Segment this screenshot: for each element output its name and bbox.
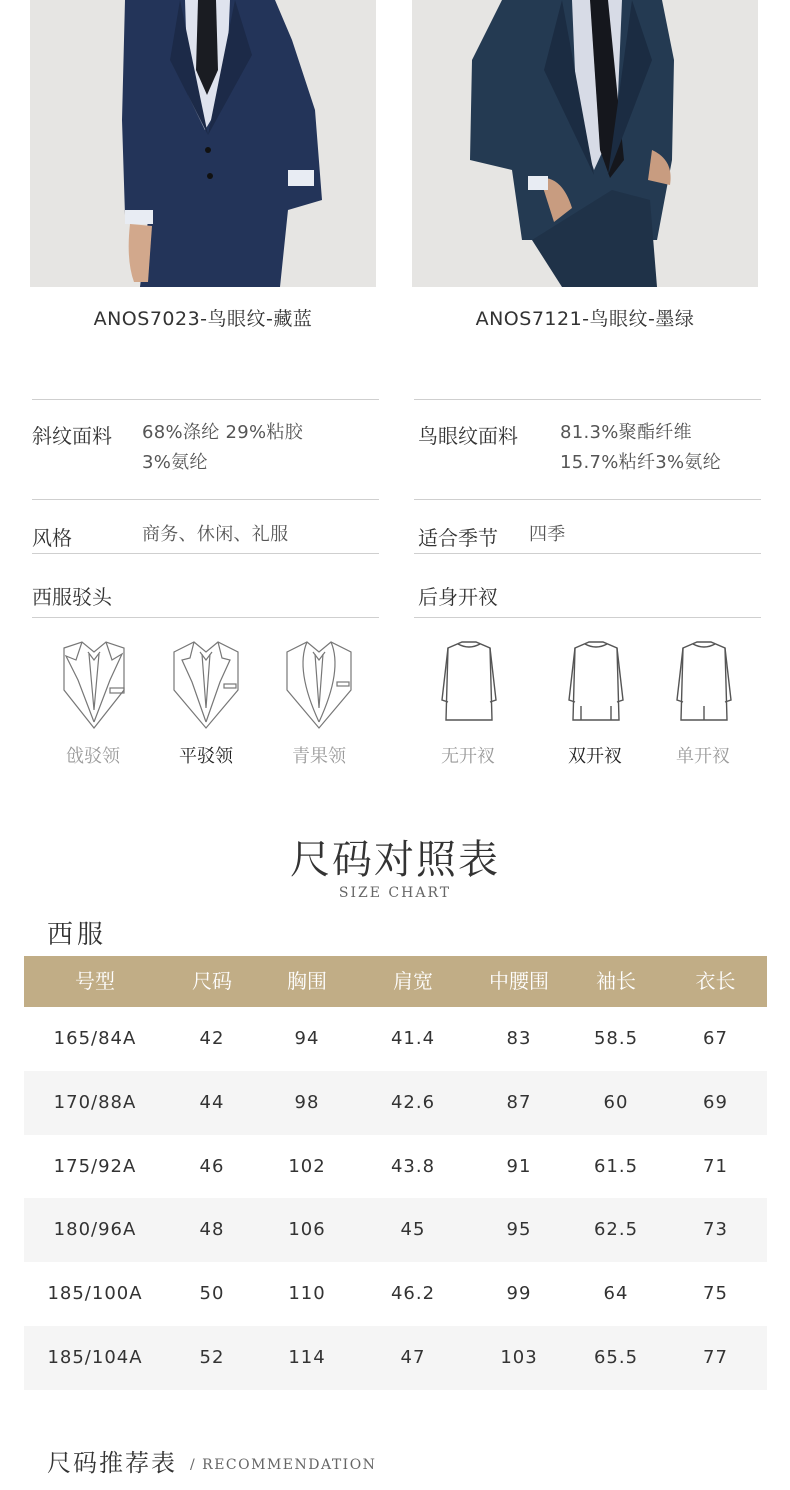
vent-label: 后身开衩 xyxy=(418,585,498,609)
table-cell: 46 xyxy=(199,1155,225,1177)
vent-option-3: 单开衩 xyxy=(676,746,730,767)
table-cell: 103 xyxy=(500,1346,538,1368)
lapel-option-1: 戗驳领 xyxy=(66,746,120,767)
vent-option-1: 无开衩 xyxy=(441,746,495,767)
product-name-2: ANOS7121-鸟眼纹-墨绿 xyxy=(475,308,695,330)
shawl-lapel-icon xyxy=(283,640,355,732)
table-cell: 106 xyxy=(288,1219,326,1241)
header-cell: 中腰围 xyxy=(489,969,549,993)
table-cell: 102 xyxy=(288,1155,326,1177)
style-label: 风格 xyxy=(32,526,72,550)
notch-lapel-icon xyxy=(170,640,242,732)
recommendation-title: 尺码推荐表 xyxy=(47,1449,177,1477)
table-cell: 46.2 xyxy=(390,1283,436,1305)
table-cell: 71 xyxy=(703,1155,728,1177)
header-cell: 肩宽 xyxy=(393,969,433,993)
divider xyxy=(414,499,761,500)
table-cell: 83 xyxy=(506,1028,532,1049)
product-photo-green xyxy=(412,0,758,287)
product-photo-navy xyxy=(30,0,376,287)
table-cell: 58.5 xyxy=(593,1028,639,1049)
fabric-value-right-1: 81.3%聚酯纤维 xyxy=(560,422,692,443)
table-header xyxy=(24,956,767,1007)
table-cell: 114 xyxy=(288,1346,326,1368)
style-value: 商务、休闲、礼服 xyxy=(142,524,289,545)
recommendation-subtitle: / RECOMMENDATION xyxy=(190,1457,377,1473)
divider xyxy=(414,617,761,618)
table-cell: 69 xyxy=(703,1091,728,1113)
table-cell: 95 xyxy=(506,1219,532,1241)
table-cell: 73 xyxy=(703,1219,728,1241)
lapel-option-2: 平驳领 xyxy=(179,746,233,767)
table-cell: 42 xyxy=(199,1028,225,1049)
divider xyxy=(32,553,379,554)
table-cell: 165/84A xyxy=(53,1028,137,1049)
table-cell: 170/88A xyxy=(53,1091,137,1113)
divider xyxy=(414,399,761,400)
double-vent-icon xyxy=(567,640,625,726)
fabric-label-left: 斜纹面料 xyxy=(32,424,112,448)
season-value: 四季 xyxy=(529,524,566,545)
divider xyxy=(414,553,761,554)
table-row xyxy=(24,1262,767,1326)
divider xyxy=(32,617,379,618)
table-cell: 175/92A xyxy=(53,1155,137,1177)
table-cell: 110 xyxy=(288,1283,326,1305)
table-cell: 61.5 xyxy=(593,1155,639,1177)
table-cell: 94 xyxy=(294,1028,320,1049)
divider xyxy=(32,399,379,400)
table-cell: 67 xyxy=(703,1028,728,1049)
single-vent-icon xyxy=(675,640,733,726)
table-cell: 180/96A xyxy=(53,1219,137,1241)
table-cell: 65.5 xyxy=(593,1346,639,1368)
table-cell: 50 xyxy=(199,1283,225,1305)
table-cell: 48 xyxy=(199,1219,225,1241)
size-table xyxy=(24,956,767,1390)
divider xyxy=(32,499,379,500)
table-row xyxy=(24,1326,767,1390)
lapel-option-3: 青果领 xyxy=(292,746,346,767)
table-cell: 64 xyxy=(603,1283,629,1305)
table-cell: 45 xyxy=(400,1219,426,1241)
fabric-value-right-2: 15.7%粘纤3%氨纶 xyxy=(560,452,722,473)
product-name-1: ANOS7023-鸟眼纹-藏蓝 xyxy=(93,308,313,330)
table-cell: 75 xyxy=(703,1283,728,1305)
size-chart-subtitle: SIZE CHART xyxy=(338,885,452,901)
table-row xyxy=(24,1007,767,1071)
table-cell: 62.5 xyxy=(593,1219,639,1241)
header-cell: 胸围 xyxy=(287,969,327,993)
table-cell: 43.8 xyxy=(390,1155,436,1177)
header-cell: 袖长 xyxy=(596,969,636,993)
table-cell: 99 xyxy=(506,1283,532,1305)
header-cell: 号型 xyxy=(75,969,115,993)
size-chart-section: 西服 xyxy=(47,920,108,950)
header-cell: 衣长 xyxy=(695,969,736,993)
fabric-value-left-1: 68%涤纶 29%粘胶 xyxy=(142,422,304,443)
lapel-label: 西服驳头 xyxy=(32,585,112,609)
table-cell: 98 xyxy=(294,1091,320,1113)
table-cell: 91 xyxy=(506,1155,532,1177)
table-cell: 47 xyxy=(400,1346,426,1368)
size-chart-title: 尺码对照表 xyxy=(290,837,500,883)
peak-lapel-icon xyxy=(58,640,130,732)
season-label: 适合季节 xyxy=(418,526,498,550)
vent-option-2: 双开衩 xyxy=(568,746,622,767)
header-cell: 尺码 xyxy=(192,969,232,993)
table-row xyxy=(24,1198,767,1262)
table-cell: 77 xyxy=(703,1346,728,1368)
fabric-value-left-2: 3%氨纶 xyxy=(142,452,208,473)
table-cell: 42.6 xyxy=(390,1091,436,1113)
fabric-label-right: 鸟眼纹面料 xyxy=(418,424,518,448)
table-row xyxy=(24,1135,767,1199)
table-cell: 52 xyxy=(199,1346,225,1368)
table-cell: 60 xyxy=(603,1091,629,1113)
no-vent-icon xyxy=(440,640,498,726)
table-row xyxy=(24,1071,767,1135)
table-cell: 41.4 xyxy=(390,1028,436,1049)
table-cell: 87 xyxy=(506,1091,532,1113)
table-cell: 44 xyxy=(199,1091,225,1113)
table-cell: 185/104A xyxy=(47,1346,143,1368)
table-cell: 185/100A xyxy=(47,1283,143,1305)
